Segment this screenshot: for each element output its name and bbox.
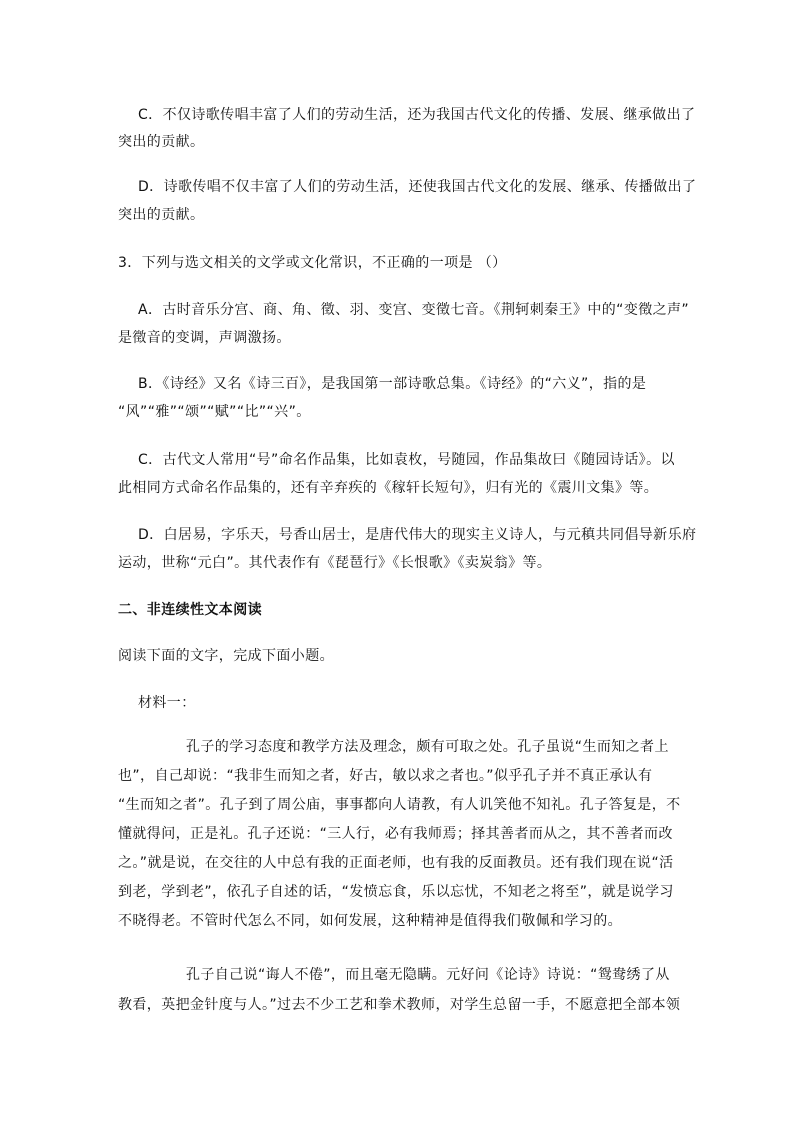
q2-option-d-line-1: D．诗歌传唱不仅丰富了人们的劳动生活，还使我国古代文化的发展、继承、传播做出了	[138, 179, 697, 195]
q2-option-c-line-1: C．不仅诗歌传唱丰富了人们的劳动生活，还为我国古代文化的传播、发展、继承做出了	[138, 107, 696, 123]
para1-line: 到老，学到老”，依孔子自述的话，“发愤忘食，乐以忘忧，不知老之将至”，就是说学习	[118, 884, 674, 900]
q3-option-c-line-1: C．古代文人常用“号”命名作品集，比如袁枚，号随园，作品集故曰《随园诗话》。以	[138, 452, 675, 468]
q3-option-c-line-2: 此相同方式命名作品集的，还有辛弃疾的《稼轩长短句》，归有光的《震川文集》等。	[118, 480, 659, 496]
material-label: 材料一：	[138, 695, 196, 711]
q2-option-c-line-2: 突出的贡献。	[118, 134, 205, 150]
section-heading: 二、非连续性文本阅读	[118, 602, 262, 618]
para2-line: 教看，英把金针度与人。”过去不少工艺和拳术教师，对学生总留一手，不愿意把全部本领	[118, 997, 681, 1013]
q3-option-d-line-2: 运动，世称“元白”。其代表作有《琵琶行》《长恨歌》《卖炭翁》等。	[118, 555, 552, 571]
q3-option-a-line-2: 是徵音的变调，声调激扬。	[118, 330, 291, 346]
para2-line: 孔子自己说“诲人不倦”，而且毫无隐瞒。元好问《论诗》诗说：“鸳鸯绣了从	[186, 967, 670, 983]
q2-option-d-line-2: 突出的贡献。	[118, 207, 205, 223]
para1-line: 也”，自己却说：“我非生而知之者，好古，敏以求之者也。”似乎孔子并不真正承认有	[118, 768, 653, 784]
section-instruction: 阅读下面的文字，完成下面小题。	[118, 648, 334, 664]
q3-option-b-line-2: “风”“雅”“颂”“赋”“比”“兴”。	[118, 404, 311, 420]
q3-stem: 3．下列与选文相关的文学或文化常识，不正确的一项是 （）	[118, 255, 507, 271]
para1-line: 孔子的学习态度和教学方法及理念，颇有可取之处。孔子虽说“生而知之者上	[186, 739, 669, 755]
q3-option-a-line-1: A．古时音乐分宫、商、角、徵、羽、变宫、变徵七音。《荆轲刺秦王》中的“变徵之声”	[138, 302, 690, 318]
q3-option-d-line-1: D．白居易，字乐天，号香山居士，是唐代伟大的现实主义诗人，与元稹共同倡导新乐府	[138, 527, 697, 543]
para1-line: “生而知之者”。孔子到了周公庙，事事都向人请教，有人讥笑他不知礼。孔子答复是，不	[118, 797, 681, 813]
q3-option-b-line-1: B．《诗经》又名《诗三百》，是我国第一部诗歌总集。《诗经》的“六义”，指的是	[138, 376, 647, 392]
para1-line: 不晓得老。不管时代怎么不同，如何发展，这种精神是值得我们敬佩和学习的。	[118, 913, 622, 929]
para1-line: 懂就得问，正是礼。孔子还说：“三人行，必有我师焉；择其善者而从之，其不善者而改	[118, 826, 673, 842]
para1-line: 之。”就是说，在交往的人中总有我的正面老师，也有我的反面教员。还有我们现在说“活	[118, 855, 674, 871]
